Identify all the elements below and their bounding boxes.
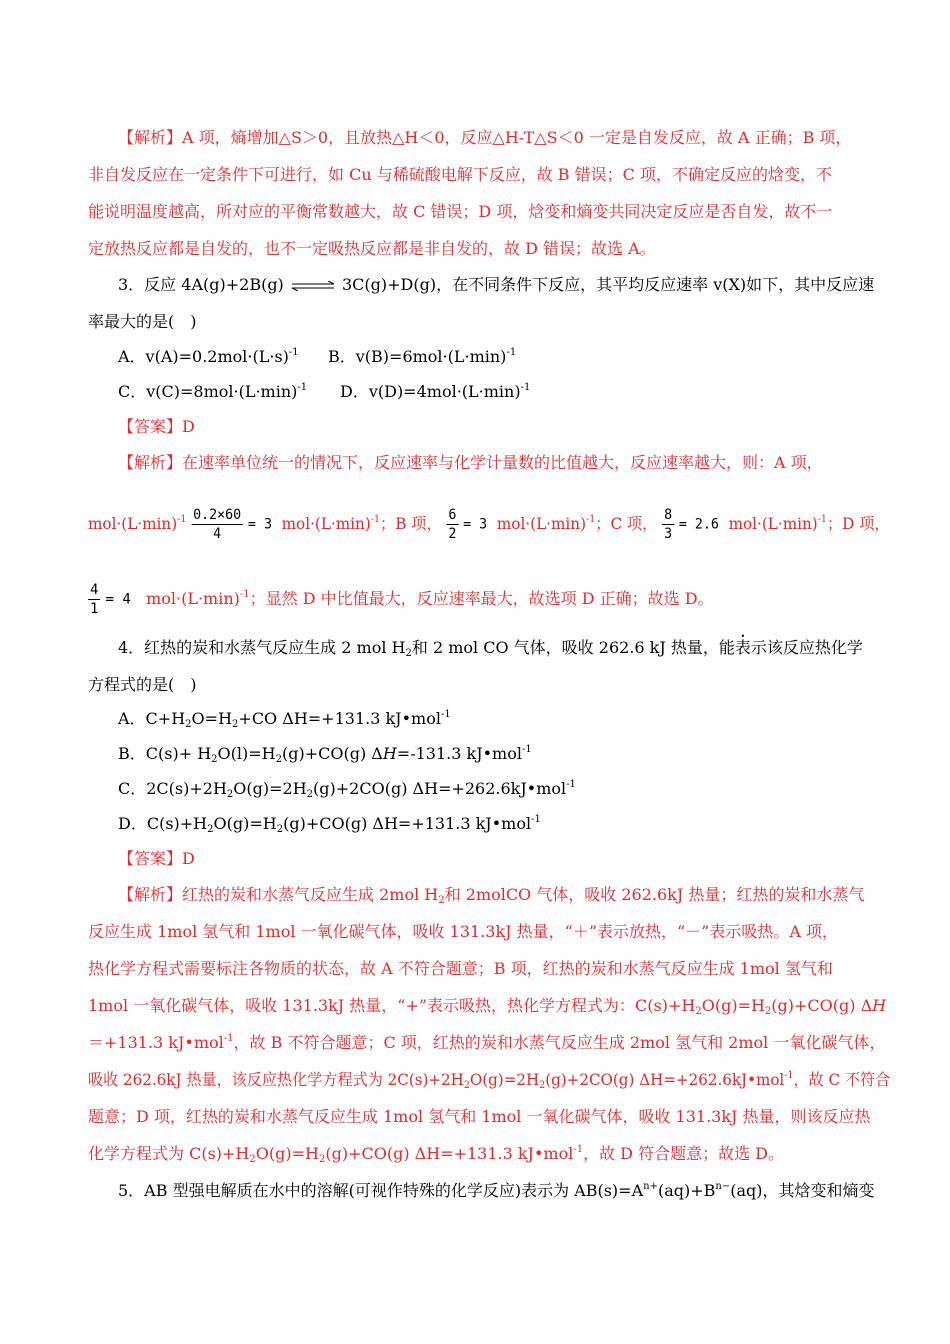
q3-stem-line-1: 3．反应 4A(g)+2B(g) 3C(g)+D(g)，在不同条件下反应，其平均反应速率 v(X)如下，其中反应速	[118, 275, 875, 294]
emphasis-dotted-text: 能表示	[718, 638, 767, 657]
q3-analysis-line-1: 【解析】在速率单位统一的情况下，反应速率与化学计量数的比值越大，反应速率越大，则：A 项，	[118, 453, 823, 472]
q2-analysis-line-3: 能说明温度越高，所对应的平衡常数越大，故 C 错误；D 项，焓变和熵变共同决定反应是否自发，故不一	[88, 202, 833, 221]
q3-option-c: C．$v(C)=8mol\cdot(L\cdot\min)^{-1}$	[118, 382, 308, 401]
q2-analysis-line-4: 定放热反应都是自发的，也不一定吸热反应都是非自发的，故 D 错误；故选 A。	[88, 239, 656, 258]
q4-analysis-line-3: 热化学方程式需要标注各物质的状态，故 A 不符合题意；B 项，红热的炭和水蒸气反应生成 1mol 氢气和	[88, 959, 833, 978]
q3-analysis-line-2: $mol\cdot(L\cdot\min)^{-1}$ $\frac{0.2\times 60}{4}$ = 3 $mol\cdot(L\cdot\min)^{-1}$；B 项， $\frac{6}{2}$ = 3 $mol\cdot(L\cdot\min)^{-1}$；C 项， $\frac{8}{3}$ = 2.6 $mol\cdot(L\cdot\min)^{-1}$；D 项，	[88, 507, 890, 542]
q3-analysis-line-3: $\frac{4}{1}$ = 4 $mol\cdot(L\cdot\min)^{-1}$；显然 D 中比值最大，反应速率最大，故选项 D 正确；故选 D。	[90, 582, 714, 617]
q2-analysis-line-2: 非自发反应在一定条件下可进行，如 Cu 与稀硫酸电解下反应，故 B 错误；C 项，不确定反应的焓变，不	[88, 165, 832, 184]
q4-analysis-line-7: 题意；D 项，红热的炭和水蒸气反应生成 1mol 氢气和 1mol 一氧化碳气体，吸收 131.3kJ 热量，则该反应热	[88, 1107, 871, 1126]
q5-stem-line-1: 5．AB 型强电解质在水中的溶解(可视作特殊的化学反应)表示为 $AB(s)=A^{n+}(aq)+B^{n-}(aq)$，其焓变和熵变	[118, 1181, 875, 1200]
equilibrium-arrow-icon	[289, 281, 337, 291]
q4-option-d: D．$C(s)+H_2O(g)=H_2(g)+CO(g)$ ΔH=+131.3 kJ•mol$^{-1}$	[118, 814, 541, 835]
q4-analysis-line-4: 1mol 一氧化碳气体，吸收 131.3kJ 热量，“+”表示吸热，热化学方程式为：$C(s)+H_2O(g)=H_2(g)+CO(g)$ ΔH	[88, 996, 887, 1017]
q4-analysis-line-5: ＝+131.3 kJ•mol$^{-1}$，故 B 不符合题意；C 项，红热的炭和水蒸气反应生成 2mol 氢气和 2mol 一氧化碳气体，	[88, 1033, 886, 1052]
q4-analysis-line-2: 反应生成 1mol 氢气和 1mol 一氧化碳气体，吸收 131.3kJ 热量，“＋”表示放热，“－”表示吸热。A 项，	[88, 922, 838, 941]
fraction-b: $\frac{6}{2}$	[448, 507, 457, 542]
q4-analysis-line-8: 化学方程式为 $C(s)+H_2O(g)=H_2(g)+CO(g)$ ΔH=+131.3 kJ•mol$^{-1}$，故 D 符合题意；故选 D。	[88, 1144, 784, 1165]
q3-option-a: A．$v(A)=0.2mol\cdot(L\cdot s)^{-1}$	[118, 347, 299, 366]
q2-analysis-line-1: 【解析】A 项，熵增加△S＞0，且放热△H＜0，反应△H-T△S＜0 一定是自发反应，故 A 正确；B 项，	[118, 128, 852, 147]
q4-stem-line-2: 方程式的是( )	[88, 675, 197, 694]
fraction-d: $\frac{4}{1}$	[90, 582, 99, 617]
q4-option-a: A．$C+H_2O=H_2+CO$ ΔH=+131.3 kJ•mol$^{-1}$	[118, 709, 451, 730]
q4-option-c: C．$2C(s)+2H_2O(g)=2H_2(g)+2CO(g)$ ΔH=+262.6kJ•mol$^{-1}$	[118, 779, 576, 800]
q3-option-d: D．$v(D)=4mol\cdot(L\cdot\min)^{-1}$	[340, 382, 531, 401]
q4-answer: 【答案】D	[118, 849, 195, 868]
q4-option-b: B．$C(s)+ H_2O(l)=H_2(g)+CO(g)$ ΔH=-131.3 kJ•mol$^{-1}$	[118, 744, 532, 765]
fraction-c: $\frac{8}{3}$	[664, 507, 673, 542]
q3-answer: 【答案】D	[118, 417, 195, 436]
analysis-label: 【解析】	[118, 128, 183, 147]
q3-stem-line-2: 率最大的是( )	[88, 312, 197, 331]
fraction-a: $\frac{0.2\times 60}{4}$	[193, 507, 242, 542]
q4-analysis-line-6: 吸收 262.6kJ 热量，该反应热化学方程式为 $2C(s)+2H_2O(g)=2H_2(g)+2CO(g)$ ΔH=+262.6kJ•mol$^{-1}$，故 C 不符合	[88, 1070, 891, 1091]
q4-analysis-line-1: 【解析】红热的炭和水蒸气反应生成 2mol $H_2$和 2molCO 气体，吸收 262.6kJ 热量；红热的炭和水蒸气	[118, 885, 865, 906]
q4-stem-line-1: 4．红热的炭和水蒸气反应生成 2 mol $H_2$和 2 mol CO 气体，吸收 262.6 kJ 热量，能表示该反应热化学	[118, 638, 863, 659]
q3-option-b: B．$v(B)=6mol\cdot(L\cdot\min)^{-1}$	[328, 347, 517, 366]
